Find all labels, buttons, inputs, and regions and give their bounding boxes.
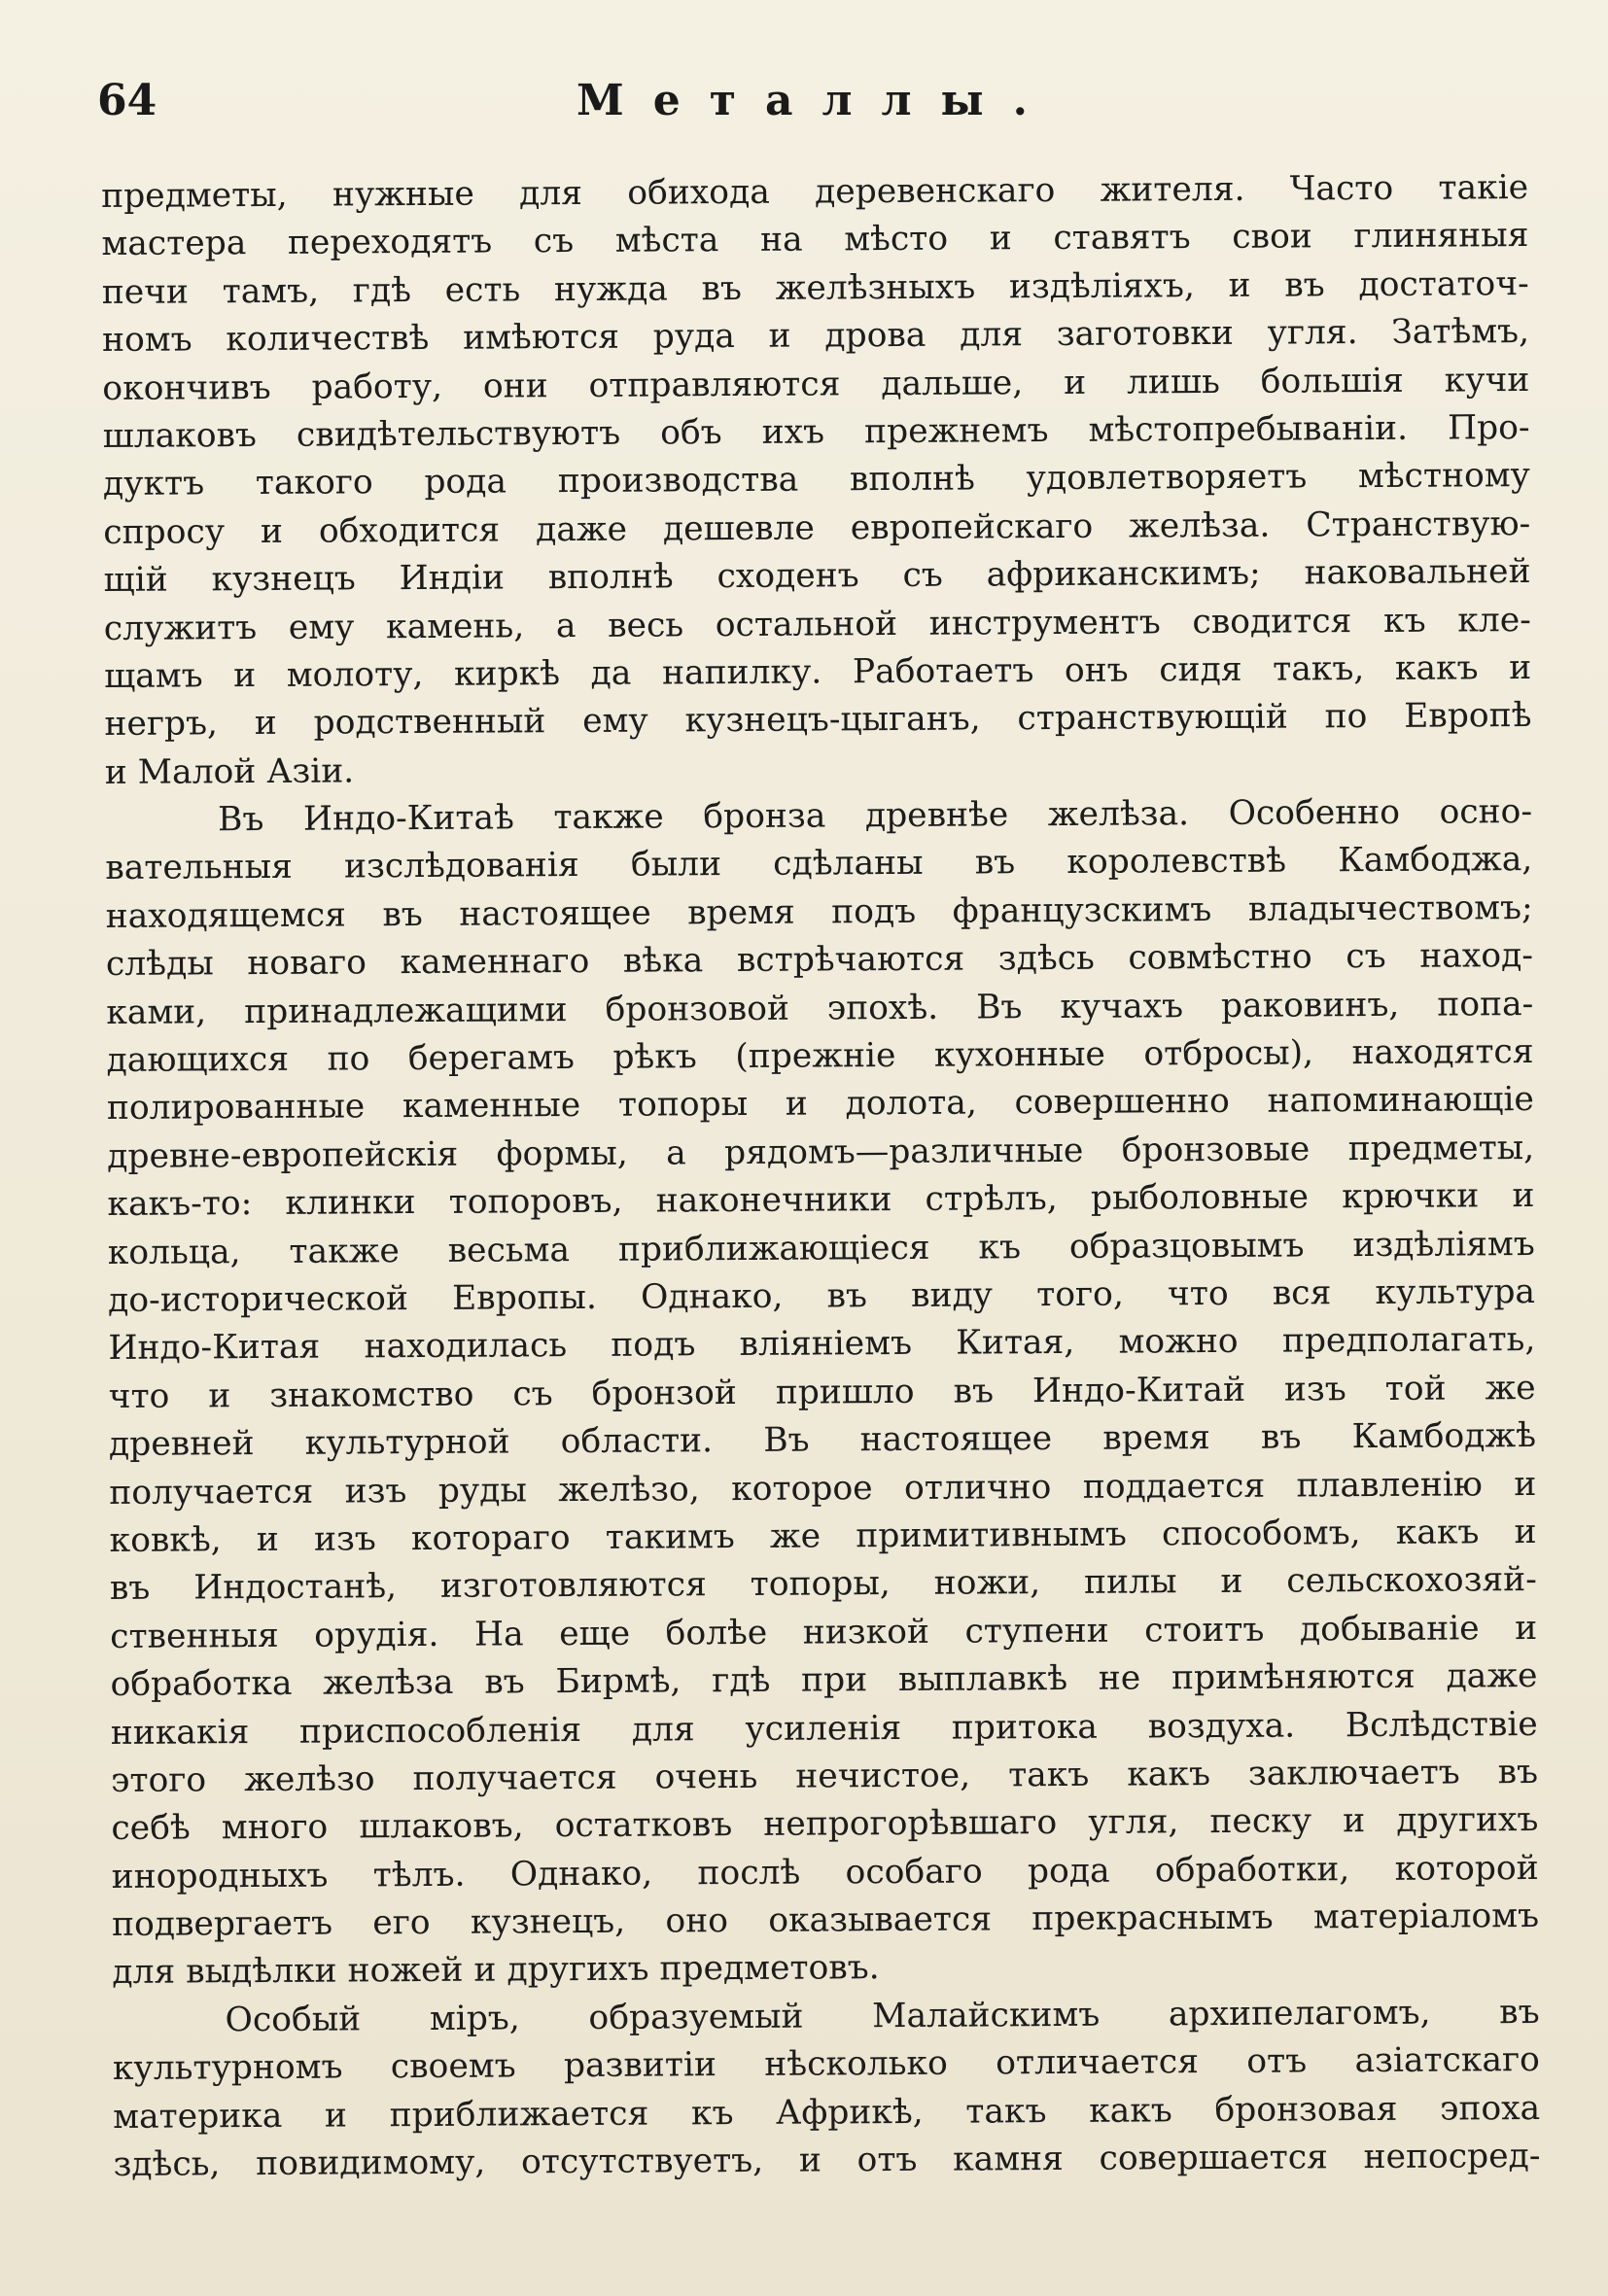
text-line: ками, принадлежащими бронзовой эпохѣ. Въ кучахъ раковинъ, попа- — [106, 984, 1534, 1032]
text-line: мастера переходятъ съ мѣста на мѣсто и ставятъ свои глиняныя — [101, 216, 1529, 264]
text-line: древне-европейскія формы, а рядомъ—различные бронзовые предметы, — [107, 1128, 1535, 1176]
text-line: щій кузнецъ Индіи вполнѣ сходенъ съ африканскимъ; наковальней — [103, 552, 1531, 601]
text-line: и Малой Азіи. — [104, 751, 355, 792]
text-line: окончивъ работу, они отправляются дальше, и лишь большія кучи — [102, 360, 1530, 408]
page-number: 64 — [97, 76, 157, 125]
page-header — [97, 76, 1536, 134]
text-line: какъ-то: клинки топоровъ, наконечники стрѣлъ, рыболовные крючки и — [107, 1176, 1535, 1225]
text-line: ственныя орудія. На еще болѣе низкой ступени стоитъ добываніе и — [110, 1608, 1538, 1656]
text-line: Индо-Китая находилась подъ вліяніемъ Китая, можно предполагать, — [108, 1320, 1536, 1369]
text-line: древней культурной области. Въ настоящее время въ Камбоджѣ — [108, 1416, 1537, 1465]
text-line: для выдѣлки ножей и другихъ предметовъ. — [112, 1948, 880, 1993]
text-line: полированные каменные топоры и долота, совершенно напоминающіе — [106, 1080, 1534, 1129]
text-line: ковкѣ, и изъ котораго такимъ же примитивнымъ способомъ, какъ и — [109, 1512, 1537, 1560]
text-line: обработка желѣза въ Бирмѣ, гдѣ при выплавкѣ не примѣняются даже — [110, 1656, 1538, 1705]
text-line: Въ Индо-Китаѣ также бронза древнѣе желѣза. Особенно осно- — [217, 792, 1533, 840]
text-line: никакія приспособленія для усиленія притока воздуха. Вслѣдствіе — [110, 1704, 1538, 1753]
text-line: дуктъ такого рода производства вполнѣ удовлетворяетъ мѣстному — [102, 456, 1531, 504]
text-line: находящемся въ настоящее время подъ французскимъ владычествомъ; — [105, 887, 1533, 936]
text-line: получается изъ руды желѣзо, которое отлично поддается плавленію и — [109, 1464, 1537, 1513]
text-line: вательныя изслѣдованія были сдѣланы въ королевствѣ Камбоджа, — [105, 840, 1533, 888]
body-text — [101, 164, 1541, 2189]
text-line: до-исторической Европы. Однако, въ виду того, что вся культура — [107, 1271, 1536, 1320]
text-line: подвергаетъ его кузнецъ, оно оказывается прекраснымъ матеріаломъ — [111, 1896, 1540, 1945]
text-line: культурномъ своемъ развитіи нѣсколько отличается отъ азіатскаго — [112, 2040, 1541, 2089]
text-line: спросу и обходится даже дешевле европейскаго желѣза. Странствую- — [103, 504, 1531, 552]
text-line: шлаковъ свидѣтельствуютъ объ ихъ прежнемъ мѣстопребываніи. Про- — [102, 407, 1530, 456]
text-line: здѣсь, повидимому, отсутствуетъ, и отъ камня совершается непосред- — [113, 2137, 1541, 2184]
text-line: этого желѣзо получается очень нечистое, такъ какъ заключаетъ въ — [110, 1752, 1539, 1800]
text-line: негръ, и родственный ему кузнецъ-цыганъ, странствующій по Европѣ — [104, 696, 1532, 745]
text-line: что и знакомство съ бронзой пришло въ Индо-Китай изъ той же — [108, 1368, 1536, 1416]
text-line: печи тамъ, гдѣ есть нужда въ желѣзныхъ издѣліяхъ, и въ достаточ- — [101, 263, 1529, 312]
text-line: служитъ ему камень, а весь остальной инструментъ сводится къ кле- — [103, 600, 1531, 648]
text-line: въ Индостанѣ, изготовляются топоры, ножи, пилы и сельскохозяй- — [109, 1560, 1537, 1609]
text-line: щамъ и молоту, киркѣ да напилку. Работаетъ онъ сидя такъ, какъ и — [104, 647, 1532, 696]
text-line: кольца, также весьма приближающіеся къ образцовымъ издѣліямъ — [107, 1224, 1535, 1272]
text-line: себѣ много шлаковъ, остатковъ непрогорѣвшаго угля, песку и другихъ — [111, 1800, 1539, 1849]
text-line: материка и приближается къ Африкѣ, такъ какъ бронзовая эпоха — [113, 2088, 1541, 2137]
running-title: Металлы. — [577, 76, 1057, 125]
text-line: дающихся по берегамъ рѣкъ (прежніе кухонные отбросы), находятся — [106, 1032, 1534, 1081]
text-line: номъ количествѣ имѣются руда и дрова для заготовки угля. Затѣмъ, — [101, 312, 1530, 361]
text-line: инородныхъ тѣлъ. Однако, послѣ особаго рода обработки, которой — [111, 1848, 1539, 1896]
text-line: предметы, нужные для обихода деревенскаго жителя. Часто такіе — [101, 168, 1529, 216]
text-line: слѣды новаго каменнаго вѣка встрѣчаются здѣсь совмѣстно съ наход- — [105, 936, 1534, 985]
text-line: Особый міръ, образуемый Малайскимъ архипелагомъ, въ — [225, 1992, 1540, 2040]
